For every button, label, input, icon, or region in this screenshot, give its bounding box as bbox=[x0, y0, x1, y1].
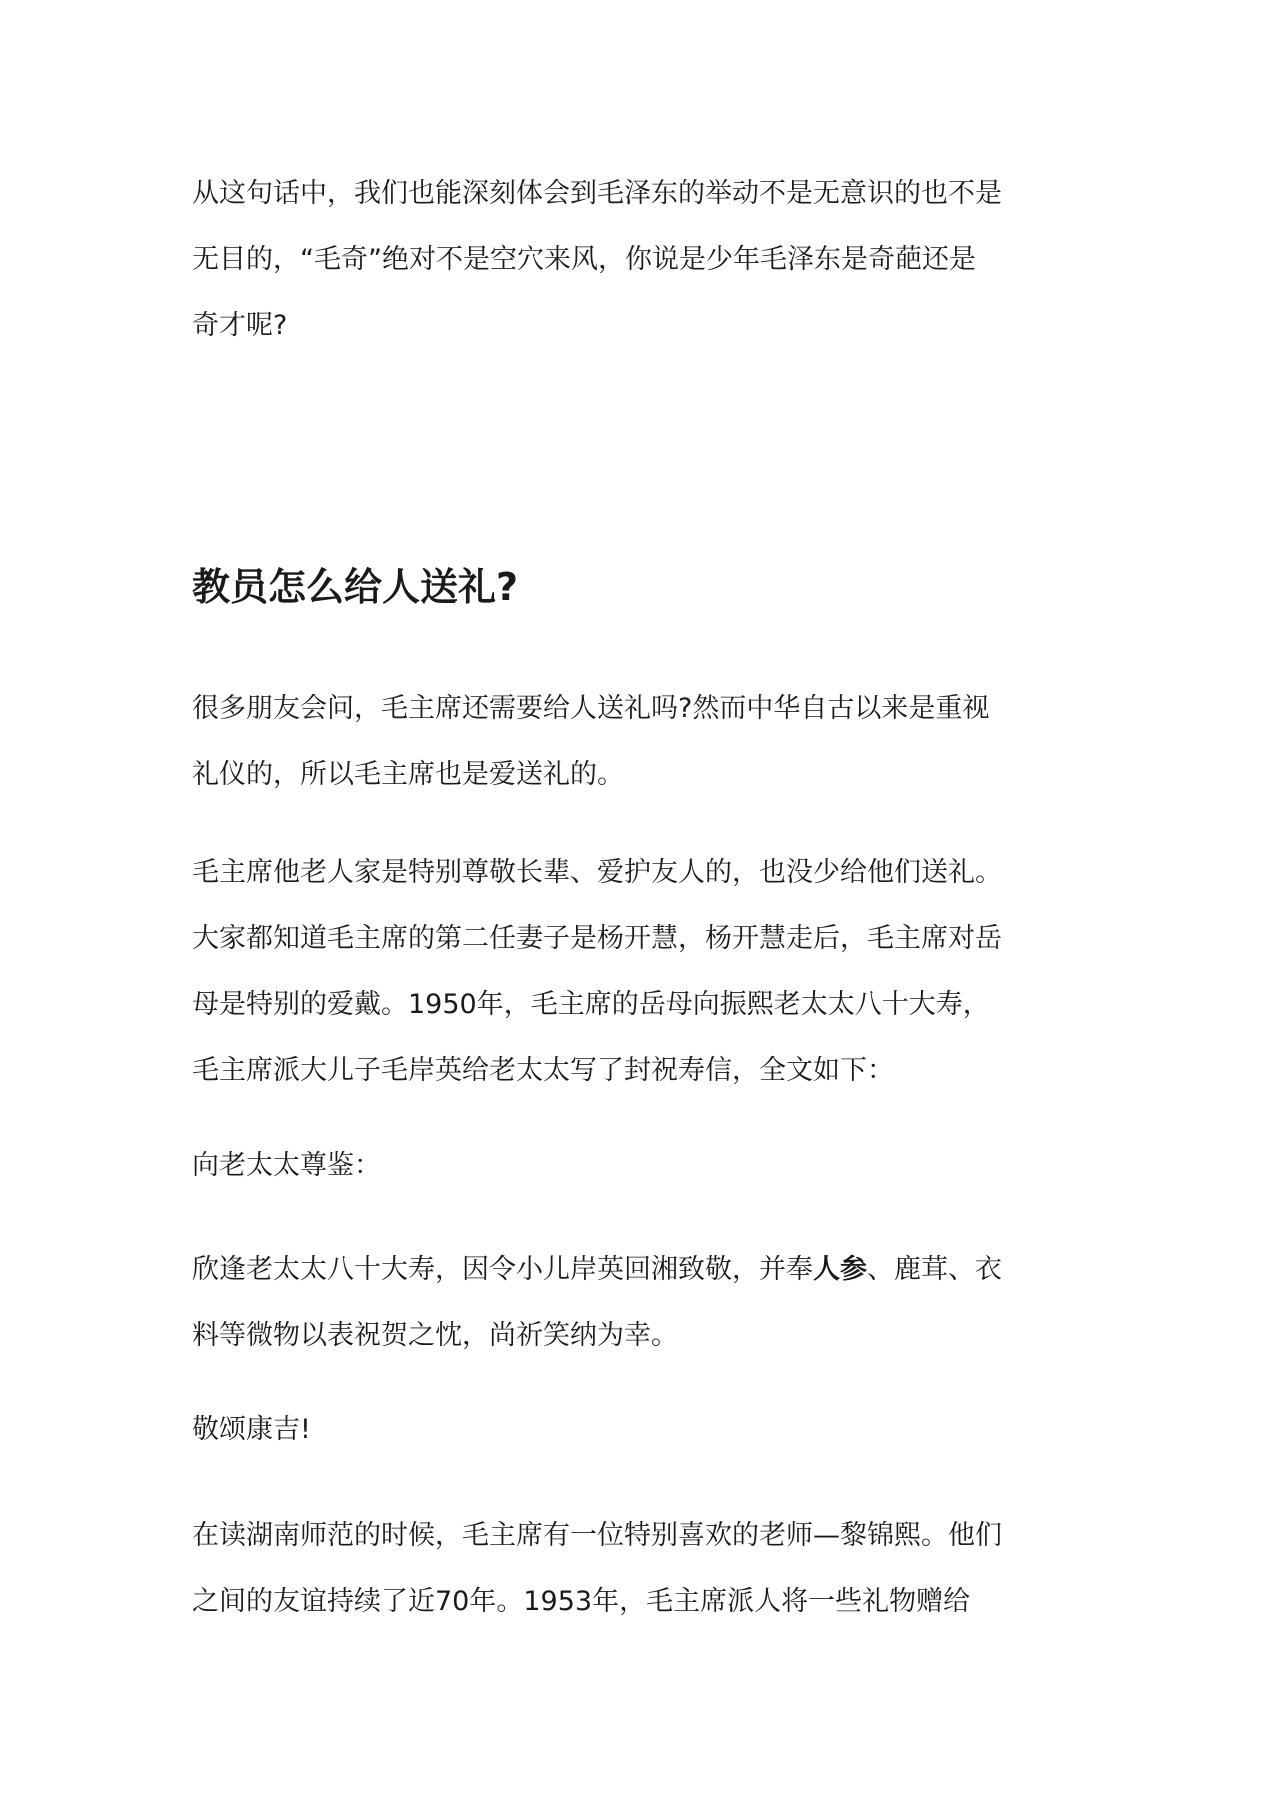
letter-text: 、鹿茸、衣 bbox=[867, 1254, 1002, 1285]
letter-salutation bbox=[192, 1133, 1092, 1199]
paragraph-line: 大家都知道毛主席的第二任妻子是杨开慧，杨开慧走后，毛主席对岳 bbox=[192, 923, 1002, 954]
paragraph-teacher bbox=[192, 1503, 1092, 1635]
paragraph-line: 毛主席他老人家是特别尊敬长辈、爱护友人的，也没少给他们送礼。 bbox=[192, 857, 1002, 888]
paragraph-line: 料等微物以表祝贺之忱，尚祈笑纳为幸。 bbox=[192, 1320, 678, 1351]
paragraph-line: 无目的，“毛奇”绝对不是空穴来风，你说是少年毛泽东是奇葩还是 bbox=[192, 244, 976, 275]
paragraph-line: 礼仪的，所以毛主席也是爱送礼的。 bbox=[192, 759, 624, 790]
section-title: 教员怎么给人送礼? bbox=[192, 565, 519, 609]
paragraph-line: 毛主席派大儿子毛岸英给老太太写了封祝寿信，全文如下： bbox=[192, 1055, 894, 1086]
section-heading bbox=[192, 557, 1092, 617]
bold-text: 人参 bbox=[813, 1254, 867, 1285]
paragraph-mother-in-law bbox=[192, 840, 1092, 1104]
paragraph-line: 从这句话中，我们也能深刻体会到毛泽东的举动不是无意识的也不是 bbox=[192, 178, 1002, 209]
paragraph-line: 母是特别的爱戴。1950年，毛主席的岳母向振熙老太太八十大寿， bbox=[192, 989, 990, 1020]
letter-body bbox=[192, 1237, 1092, 1369]
paragraph-line: 很多朋友会问，毛主席还需要给人送礼吗?然而中华自古以来是重视 bbox=[192, 693, 990, 724]
paragraph-line: 之间的友谊持续了近70年。1953年，毛主席派人将一些礼物赠给 bbox=[192, 1586, 971, 1617]
paragraph-conclusion bbox=[192, 161, 1092, 359]
letter-text: 欣逢老太太八十大寿，因令小儿岸英回湘致敬，并奉 bbox=[192, 1254, 813, 1285]
paragraph-intro bbox=[192, 676, 1092, 808]
paragraph-line: 奇才呢? bbox=[192, 310, 288, 341]
paragraph-line: 向老太太尊鉴： bbox=[192, 1150, 381, 1181]
letter-closing bbox=[192, 1397, 1092, 1463]
paragraph-line: 敬颂康吉! bbox=[192, 1414, 311, 1445]
paragraph-line: 在读湖南师范的时候，毛主席有一位特别喜欢的老师—黎锦熙。他们 bbox=[192, 1520, 1002, 1551]
paragraph-line bbox=[192, 1237, 1092, 1303]
